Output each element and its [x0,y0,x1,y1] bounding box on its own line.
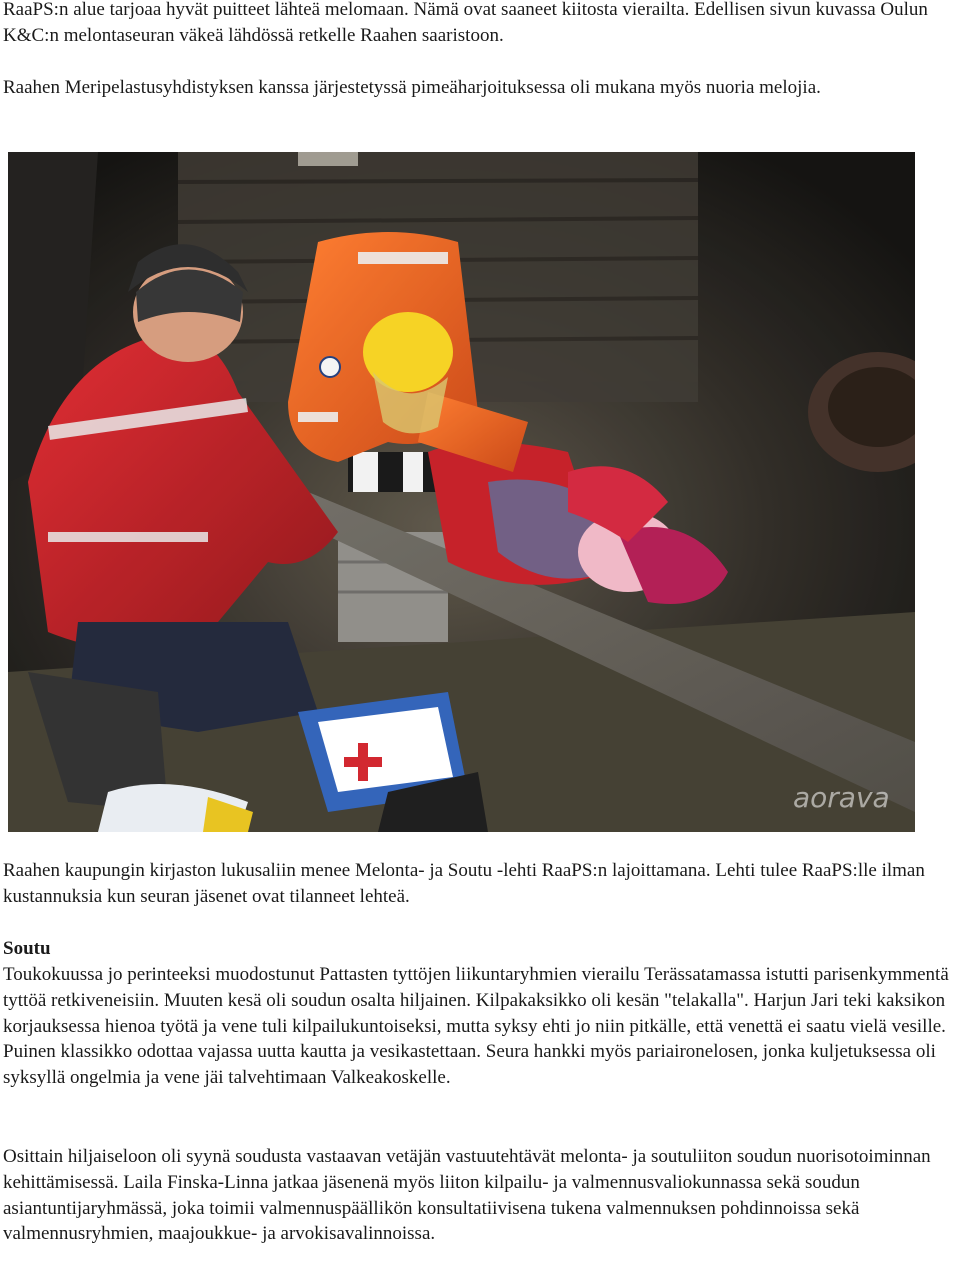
closing-paragraph: Osittain hiljaiseloon oli syynä soudusta vastaavan vetäjän vastuutehtävät melonta- ja soutuliiton soudun nuorisotoiminnan kehittämisessä. Laila Finska-Linna jatkaa jäsenenä myös liiton kilpailu- ja valmennusvaliokunnassa sekä soudun asiantuntijaryhmässä, joka toimii valmennuspäällikön konsultatiivisena tukena valmennuksen pohdinnoissa sekä valmennusryhmien, maajoukkue- ja arvokisavalinnoissa. [3,1146,931,1245]
soutu-heading: Soutu [3,938,51,959]
photo-watermark: aorava [793,781,890,814]
rescue-exercise-photo [8,152,915,832]
intro-paragraph: RaaPS:n alue tarjoaa hyvät puitteet lähteä melomaan. Nämä ovat saaneet kiitosta vierailta. Edellisen sivun kuvassa Oulun K&C:n melontaseuran väkeä lähdössä retkelle Raahen saaristoon. [3,0,928,46]
soutu-paragraph: Toukokuussa jo perinteeksi muodostunut Pattasten tyttöjen liikuntaryhmien vierailu Terässatamassa istutti parisenkymmentä tyttöä retkiveneisiin. Muuten kesä oli soudun osalta hiljainen. Kilpakaksikko oli kesän "telakalla". Harjun Jari teki kaksikon korjauksessa hienoa työtä ja vene tuli kilpailukuntoiseksi, mutta syksy ehti jo niin pitkälle, että venettä ei saatu vielä vesille. Puinen klassikko odottaa vajassa uutta kautta ja vesikastettaan. Seura hankki myös pariaironelosen, jonka kuljetuksessa oli syksyllä ongelmia ja vene jäi talvehtimaan Valkeakoskelle. [3,964,949,1089]
library-paragraph: Raahen kaupungin kirjaston lukusaliin menee Melonta- ja Soutu -lehti RaaPS:n lajoittamana. Lehti tulee RaaPS:lle ilman kustannuksia kun seuran jäsenet ovat tilanneet lehteä. [3,860,925,907]
exercise-paragraph: Raahen Meripelastusyhdistyksen kanssa järjestetyssä pimeäharjoituksessa oli mukana myös nuoria melojia. [3,77,821,98]
